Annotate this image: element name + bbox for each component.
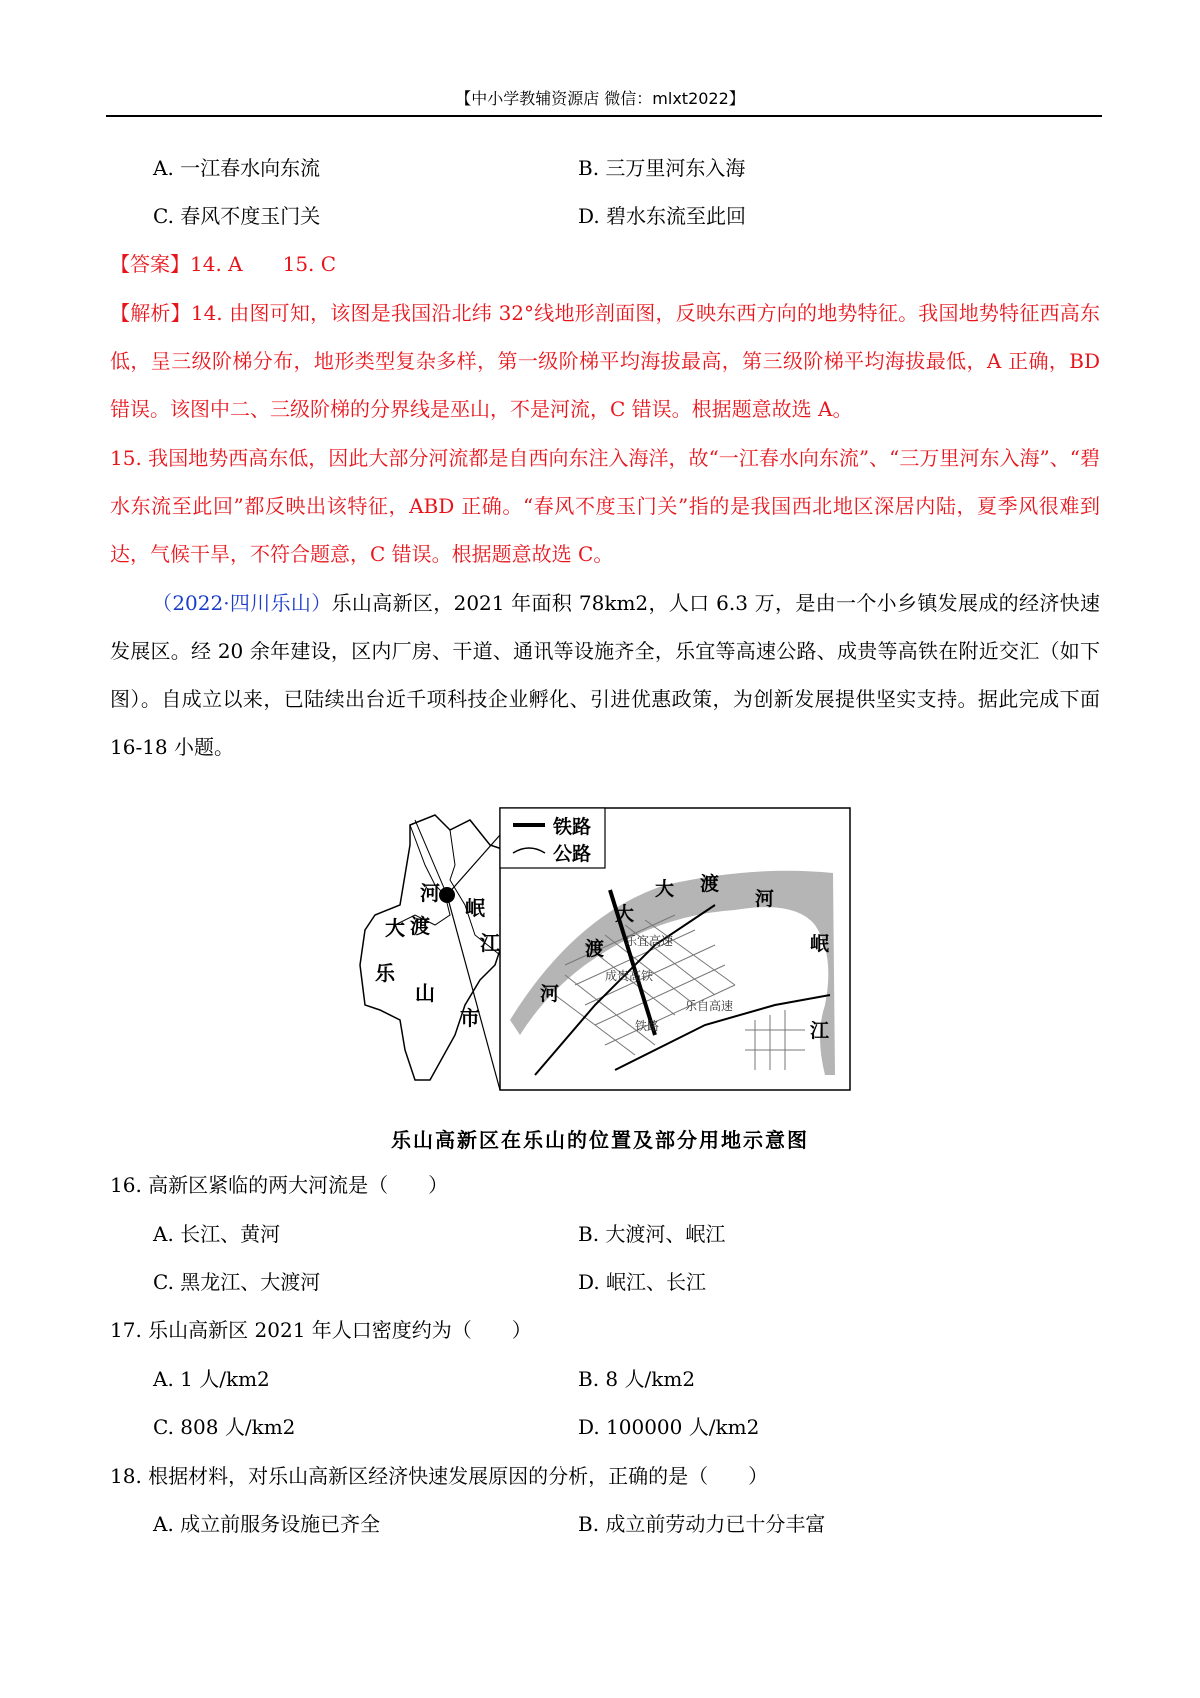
page-header: 【中小学教辅资源店 微信：mlxt2022】 xyxy=(455,89,745,108)
option-d: D. 碧水东流至此回 xyxy=(578,204,747,228)
q16-option-b: B. 大渡河、岷江 xyxy=(578,1222,726,1246)
question-18: 18. 根据材料，对乐山高新区经济快速发展原因的分析，正确的是（ ） xyxy=(110,1464,769,1488)
answer-text: 14. A 15. C xyxy=(190,252,337,276)
q17-option-b: B. 8 人/km2 xyxy=(578,1367,696,1391)
header-rule xyxy=(106,115,1102,117)
map-label: 大 xyxy=(385,916,405,940)
option-c: C. 春风不度玉门关 xyxy=(153,204,321,228)
passage xyxy=(110,579,1100,771)
map-label: 大 xyxy=(655,878,675,900)
map-label: 江 xyxy=(480,931,500,955)
analysis-15: 15. 我国地势西高东低，因此大部分河流都是自西向东注入海洋，故“一江春水向东流”、“三万里河东入海”、“碧水东流至此回”都反映出该特征，ABD 正确。“春风不度玉门关”指的是我国西北地区深居内陆，夏季风很难到达，气候干旱，不符合题意，C 错误。根据题意故选 C。 xyxy=(110,446,1100,566)
q16-option-d: D. 岷江、长江 xyxy=(578,1270,707,1294)
map-label: 岷 xyxy=(810,933,830,955)
option-a: A. 一江春水向东流 xyxy=(153,156,321,180)
answer-label: 【答案】 xyxy=(110,252,190,276)
map-label: 河 xyxy=(755,888,775,910)
legend-road-label: 公路 xyxy=(553,843,592,865)
road-label: 乐自高速 xyxy=(685,999,734,1013)
map-label: 江 xyxy=(810,1020,830,1042)
analysis-label: 【解析】 xyxy=(110,301,191,325)
road-label: 成贵高铁 xyxy=(605,969,654,983)
question-17: 17. 乐山高新区 2021 年人口密度约为（ ） xyxy=(110,1318,532,1342)
figure-caption: 乐山高新区在乐山的位置及部分用地示意图 xyxy=(391,1128,809,1152)
legend-rail-label: 铁路 xyxy=(553,816,592,838)
q18-option-b: B. 成立前劳动力已十分丰富 xyxy=(578,1512,826,1536)
road-label: 铁路 xyxy=(635,1019,660,1033)
map-label: 河 xyxy=(540,983,560,1005)
q17-option-c: C. 808 人/km2 xyxy=(153,1415,296,1439)
q17-option-d: D. 100000 人/km2 xyxy=(578,1415,760,1439)
map-label: 渡 xyxy=(700,873,720,895)
map-label: 岷 xyxy=(465,896,485,920)
q18-option-a: A. 成立前服务设施已齐全 xyxy=(153,1512,381,1536)
map-label: 乐 xyxy=(375,961,395,985)
analysis-14-text: 14. 由图可知，该图是我国沿北纬 32°线地形剖面图，反映东西方向的地势特征。我国地势特征西高东低，呈三级阶梯分布，地形类型复杂多样，第一级阶梯平均海拔最高，第三级阶梯平均海拔最低，A 正确，BD 错误。该图中二、三级阶梯的分界线是巫山，不是河流，C 错误。根据题意故选 A。 xyxy=(110,301,1100,421)
passage-text: 乐山高新区，2021 年面积 78km2，人口 6.3 万，是由一个小乡镇发展成的经济快速发展区。经 20 余年建设，区内厂房、干道、通讯等设施齐全，乐宜等高速公路、成贵等高铁在附近交汇（如下图）。自成立以来，已陆续出台近千项科技企业孵化、引进优惠政策，为创新发展提供坚实支持。据此完成下面 16-18 小题。 xyxy=(110,591,1100,759)
map-legend xyxy=(500,808,605,868)
map-label: 渡 xyxy=(410,914,430,938)
map-label: 河 xyxy=(420,881,440,905)
q16-option-c: C. 黑龙江、大渡河 xyxy=(153,1270,321,1294)
leshan-map xyxy=(355,805,855,1095)
passage-source: （2022·四川乐山） xyxy=(152,591,332,615)
map-label: 大 xyxy=(615,903,635,925)
q17-option-a: A. 1 人/km2 xyxy=(153,1367,270,1391)
analysis-14 xyxy=(110,289,1100,433)
option-b: B. 三万里河东入海 xyxy=(578,156,746,180)
map-label: 山 xyxy=(415,981,435,1005)
q16-option-a: A. 长江、黄河 xyxy=(153,1222,281,1246)
road-label: 乐宜高速 xyxy=(625,934,674,948)
question-16: 16. 高新区紧临的两大河流是（ ） xyxy=(110,1173,449,1197)
map-label: 渡 xyxy=(585,938,605,960)
map-label: 市 xyxy=(460,1006,480,1030)
answer-line xyxy=(110,252,336,276)
left-map-labels xyxy=(375,881,501,1030)
